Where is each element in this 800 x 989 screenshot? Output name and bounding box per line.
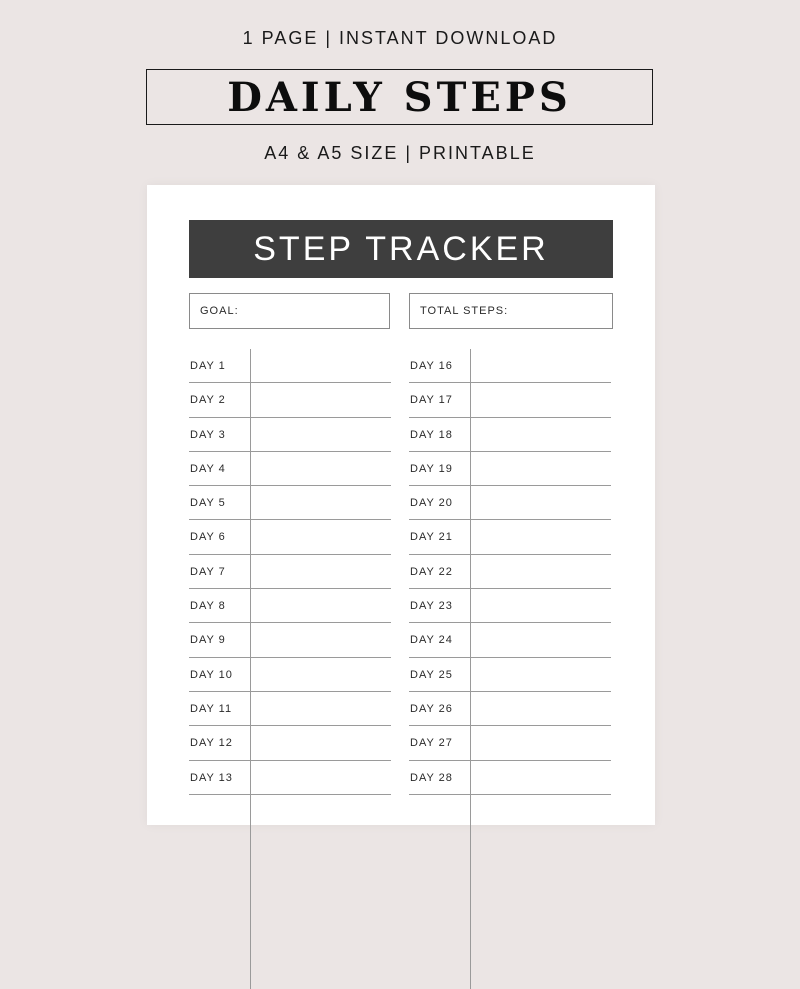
day-row [189,692,391,726]
day-label: DAY 24 [410,634,453,647]
day-row [189,452,391,486]
total-steps-label: TOTAL STEPS: [420,305,509,317]
day-row [189,623,391,657]
day-row [189,383,391,417]
step-tracker-banner [189,220,613,278]
day-label: DAY 23 [410,600,453,613]
day-label: DAY 8 [190,600,226,613]
header-sub-line: A4 & A5 SIZE | PRINTABLE [264,143,536,163]
day-row [189,658,391,692]
day-label: DAY 26 [410,702,453,715]
day-row [189,520,391,554]
banner-title: STEP TRACKER [253,229,549,268]
day-label: DAY 19 [410,462,453,475]
day-row [409,418,611,452]
day-label: DAY 5 [190,497,226,510]
day-label: DAY 21 [410,531,453,544]
day-row [189,761,391,795]
day-label: DAY 4 [190,462,226,475]
header-top-line: 1 PAGE | INSTANT DOWNLOAD [242,28,558,48]
day-label: DAY 17 [410,394,453,407]
day-row [409,486,611,520]
day-label: DAY 20 [410,497,453,510]
day-row [409,589,611,623]
day-label: DAY 2 [190,394,226,407]
day-label: DAY 16 [410,360,453,372]
day-label: DAY 27 [410,737,453,750]
day-row [409,726,611,760]
day-row [189,589,391,623]
printable-sheet [147,185,655,825]
page-title: DAILY STEPS [227,73,572,121]
day-label: DAY 3 [190,428,226,441]
day-label: DAY 28 [410,771,453,784]
day-row [409,349,611,383]
day-label: DAY 22 [410,565,453,578]
day-label: DAY 6 [190,531,226,544]
day-label: DAY 25 [410,668,453,681]
day-row [189,555,391,589]
day-row [189,486,391,520]
day-row [409,658,611,692]
goal-field [189,293,390,329]
day-column-right [409,349,611,795]
day-row [409,692,611,726]
day-label: DAY 10 [190,668,233,681]
day-row [409,520,611,554]
day-column-left [189,349,391,795]
day-row [189,726,391,760]
title-box [146,69,653,125]
day-label: DAY 12 [190,737,233,750]
day-row [189,349,391,383]
day-row [409,383,611,417]
day-row [409,761,611,795]
day-row [409,452,611,486]
day-row [409,555,611,589]
day-row [189,418,391,452]
day-row [409,623,611,657]
day-label: DAY 7 [190,565,226,578]
day-label: DAY 18 [410,428,453,441]
day-label: DAY 13 [190,771,233,784]
goal-label: GOAL: [200,305,239,317]
day-label: DAY 1 [190,360,226,372]
total-steps-field [409,293,613,329]
day-label: DAY 11 [190,702,233,715]
day-label: DAY 9 [190,634,226,647]
